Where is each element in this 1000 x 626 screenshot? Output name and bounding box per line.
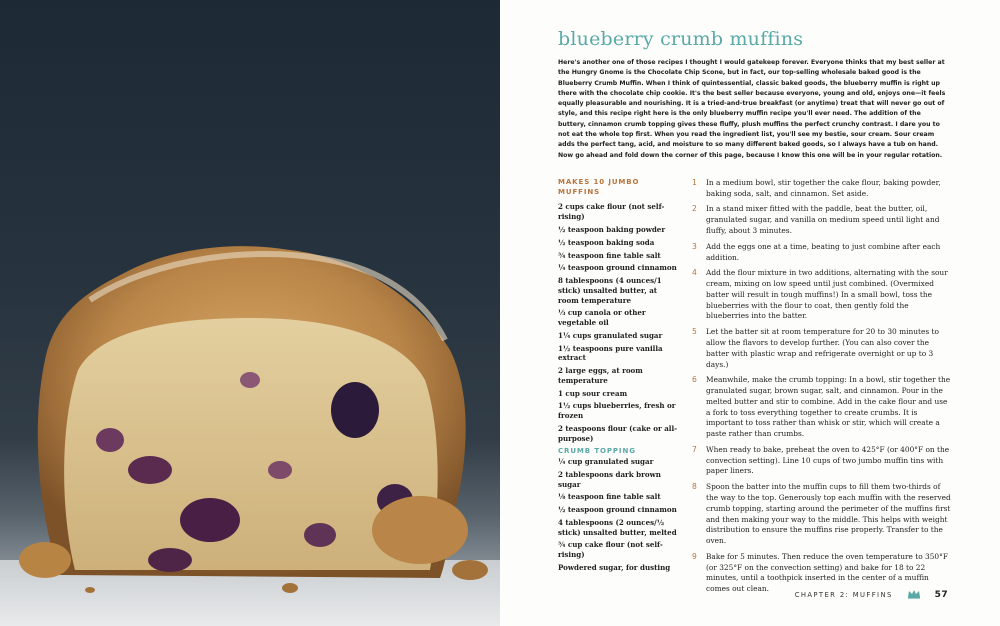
ingredient-item: ¼ teaspoon ground cinnamon (558, 263, 677, 273)
recipe-page (500, 0, 1000, 626)
crumb-ingredient-list (558, 457, 680, 573)
ingredient-item: 2 cups cake flour (not self-rising) (558, 202, 665, 222)
step-item (692, 375, 952, 440)
page-footer (795, 589, 948, 601)
step-text: Spoon the batter into the muffin cups to fill them two-thirds of the way to the top. Generously top each muffin with the reserved crumb topping, starting around the perimeter of the muffins first and then making your way to the middle. This helps with weight distribution to ensure the muffins rise properly. Transfer to the oven. (706, 482, 951, 546)
step-item (692, 242, 952, 264)
ingredient-item: ¼ cup granulated sugar (558, 457, 654, 466)
ingredient-item: ½ teaspoon ground cinnamon (558, 505, 677, 515)
ingredient-item: 8 tablespoons (4 ounces/1 stick) unsalted butter, at room temperature (558, 276, 662, 305)
ingredient-item: 1½ cups blueberries, fresh or frozen (558, 401, 676, 421)
step-text: In a medium bowl, stir together the cake flour, baking powder, baking soda, salt, and cinnamon. Set aside. (706, 178, 941, 198)
step-number: 8 (692, 482, 697, 492)
ingredient-item: 4 tablespoons (2 ounces/½ stick) unsalted butter, melted (558, 517, 677, 537)
step-text: Let the batter sit at room temperature for 20 to 30 minutes to allow the flavors to develop further. (You can also cover the batter with plastic wrap and refrigerate overnight or up to 3 days.) (706, 327, 939, 369)
chapter-label: CHAPTER 2: MUFFINS (794, 591, 893, 599)
step-number: 6 (692, 375, 697, 385)
ingredient-item: 1½ teaspoons pure vanilla extract (558, 343, 663, 363)
recipe-title: blueberry crumb muffins (558, 28, 804, 50)
step-item (692, 482, 952, 547)
step-number: 5 (692, 327, 697, 337)
ingredient-item: ½ teaspoon baking powder (558, 224, 666, 234)
step-item (692, 445, 952, 477)
step-item (692, 178, 952, 200)
ingredients-column (558, 178, 680, 576)
ingredient-item: 2 teaspoons flour (cake or all-purpose) (558, 423, 678, 443)
step-number: 7 (692, 444, 697, 454)
step-item (692, 204, 952, 236)
ingredient-item: ⅓ cup canola or other vegetable oil (558, 308, 646, 327)
page-number: 57 (934, 590, 948, 600)
step-text: Bake for 5 minutes. Then reduce the oven temperature to 350°F (or 325°F on the convection setting) and bake for 18 to 22 minutes, until a toothpick inserted in the center of a muffin comes out clean. (706, 551, 948, 594)
ingredient-item: 2 large eggs, at room temperature (558, 366, 643, 385)
step-text: Add the eggs one at a time, beating to just combine after each addition. (706, 241, 941, 262)
step-item (692, 268, 952, 322)
ingredient-item: 2 tablespoons dark brown sugar (558, 469, 661, 489)
step-number: 2 (692, 204, 697, 214)
crumb-topping-heading: CRUMB TOPPING (558, 447, 636, 456)
ingredient-item: Powdered sugar, for dusting (558, 562, 671, 572)
ingredient-item: ⅛ teaspoon fine table salt (558, 492, 661, 502)
step-number: 9 (692, 551, 697, 561)
step-text: Add the flour mixture in two additions, alternating with the sour cream, mixing on low speed until just combined. (Overmixed batter will result in tough muffins!) In a small bowl, toss the blueberries with the flour to coat, then gently fold the blueberries into the batter. (706, 268, 948, 321)
step-number: 1 (692, 178, 697, 187)
ingredient-item: 1 cup sour cream (558, 388, 628, 398)
step-text: When ready to bake, preheat the oven to 425°F (or 400°F on the convection setting). Line 10 cups of two jumbo muffin tins with paper liners. (706, 444, 950, 476)
ingredient-list (558, 202, 680, 443)
method-steps (692, 178, 952, 600)
step-number: 3 (692, 241, 697, 251)
step-text: Meanwhile, make the crumb topping: In a bowl, stir together the granulated sugar, brown sugar, salt, and cinnamon. Pour in the melted butter and stir to combine. Add in the cake flour and use a fork to toss everything together to create crumbs. It is important to toss rather than whisk or stir, which will create a paste rather than crumbs. (706, 375, 951, 439)
crown-icon (907, 589, 921, 601)
ingredient-item: ¾ cup cake flour (not self-rising) (558, 540, 663, 560)
ingredient-item: ¾ teaspoon fine table salt (558, 250, 661, 260)
recipe-intro: Here's another one of those recipes I thought I would gatekeep forever. Everyone thinks that my best seller at the Hungry Gnome is the Chocolate Chip Scone, but in fact, our top-selling wholesale baked good is the Blueberry Crumb Muffin. When I think of quintessential, classic baked goods, the blueberry muffin is right up there with the chocolate chip cookie. It's the best seller because everyone, young and old, enjoys one—it feels equally pleasurable and nourishing. It is a tried-and-true breakfast (or anytime) treat that will never go out of style, and this recipe right here is the only blueberry muffin recipe you'll ever need. The addition of the buttery, cinnamon crumb topping gives these fluffy, plush muffins the perfect crunchy contrast. I dare you to not eat the whole top first. When you read the ingredient list, you'll see my bestie, sour cream. Sour cream adds the perfect tang, acid, and moisture to so many different baked goods, so I always have a tub on hand. Now go ahead and fold down the corner of this page, because I know this one will be in your regular rotation. (558, 59, 946, 159)
ingredient-item: 1¼ cups granulated sugar (558, 330, 663, 340)
step-item (692, 327, 952, 370)
step-text: In a stand mixer fitted with the paddle, beat the butter, oil, granulated sugar, and vanilla on medium speed until light and fluffy, about 3 minutes. (706, 204, 940, 236)
step-number: 4 (692, 268, 697, 278)
ingredient-item: ½ teaspoon baking soda (558, 237, 655, 247)
yield-heading: MAKES 10 JUMBO MUFFINS (558, 178, 640, 196)
